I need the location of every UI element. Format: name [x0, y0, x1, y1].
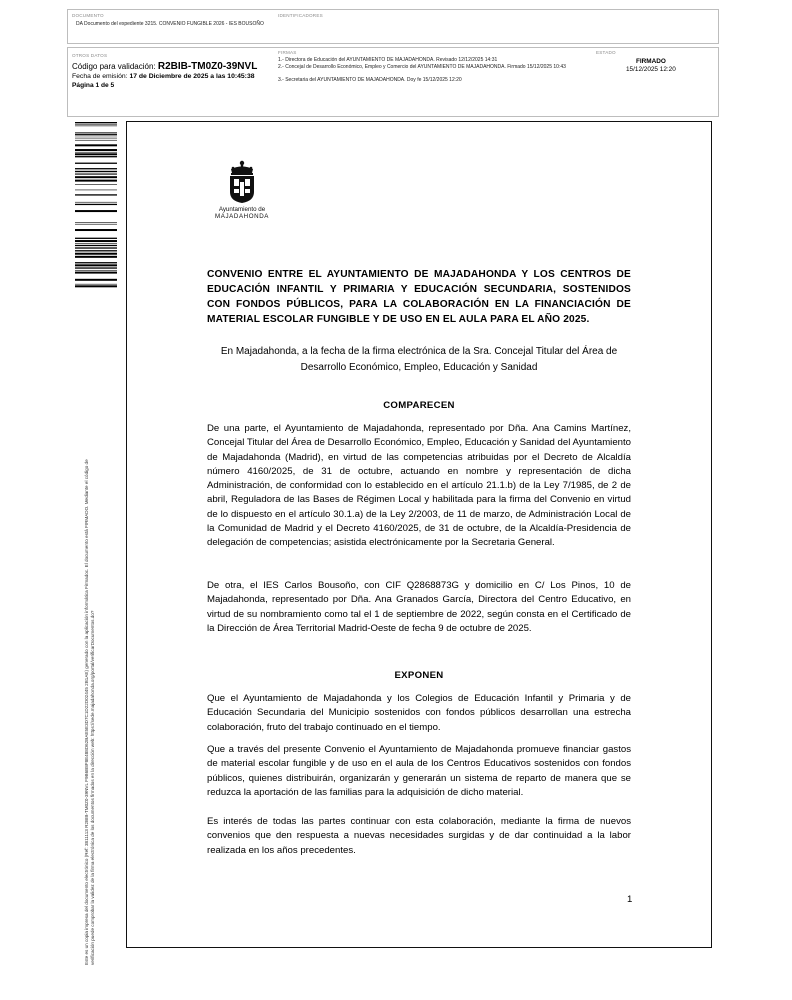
documento-label: DOCUMENTO [72, 13, 104, 18]
page-number: 1 [627, 894, 633, 905]
barcode-bar [75, 174, 117, 175]
barcode-bar [75, 126, 117, 127]
barcode-bar [75, 247, 117, 248]
validation-code: Código para validación: R2BIB-TM0Z0-39NVL [72, 61, 258, 72]
barcode-bar [75, 229, 117, 231]
exponen-paragraph-3: Es interés de todas las partes continuar con esta colaboración, mediante la firma de nuevos convenios que den respuesta a nuevas necesidades surgidas y de dar continuidad a la labor realizada en los años precedentes. [207, 816, 631, 856]
municipality-logo [207, 160, 277, 220]
barcode-bar [75, 140, 117, 141]
comparecen-heading: COMPARECEN [383, 400, 455, 411]
barcode-bar [75, 163, 117, 164]
barcode-bar [75, 138, 117, 139]
exponen-paragraph-1: Que el Ayuntamiento de Majadahonda y los Colegios de Educación Infantil y Primaria y de Educación Secundaria del Municipio sostenidos con fondos públicos desarrollan una estrecha colaboración, fruto del trabajo continuado en el tiempo. [207, 693, 631, 733]
barcode-bar [75, 253, 117, 255]
barcode-bar [75, 262, 117, 263]
barcode-bar [75, 190, 117, 191]
barcode-bar [75, 153, 117, 155]
exponen-heading: EXPONEN [394, 670, 444, 681]
barcode-bar [75, 264, 117, 266]
firmas-label: FIRMAS [278, 50, 297, 55]
barcode-bar [75, 194, 117, 195]
barcode-bar [75, 279, 117, 281]
validation-code-value: R2BIB-TM0Z0-39NVL [157, 61, 258, 72]
signature-3: 3.- Secretaria del AYUNTAMIENTO DE MAJADAHONDA. Doy fe 15/12/2025 12:20 [278, 77, 462, 83]
barcode-bar [75, 144, 117, 146]
document-page [126, 121, 712, 948]
barcode-bar [75, 136, 117, 137]
barcode-bar [75, 284, 117, 285]
verification-side-note [84, 305, 104, 965]
logo-line-2: MAJADAHONDA [214, 213, 270, 220]
estado-date: 15/12/2025 12:20 [626, 66, 676, 73]
barcode-bar [75, 240, 117, 242]
barcode-bar [75, 285, 117, 287]
barcode-bar [75, 176, 117, 178]
barcode-bar [75, 184, 117, 185]
side-note-line-1: Este es un copia impresa del documento electrónico (Ref: 3811113 R2BIB-TM0Z0-39NVL F9B6B8F8E488D62BAE5E3D7C1D22D02445 2B1AE) generado con la aplicación informática Firmadoc. El documento está FIRMADO. Mediante el código de [84, 459, 89, 965]
barcode-bar [75, 256, 117, 258]
barcode-bar [75, 180, 117, 182]
barcode-bar [75, 134, 117, 135]
signature-1: 1.- Directora de Educación del AYUNTAMIENTO DE MAJADAHONDA. Revisado 12/12/2025 14:31 [278, 57, 498, 63]
place-and-date: En Majadahonda, a la fecha de la firma electrónica de la Sra. Concejal Titular del Área de Desarrollo Económico, Empleo, Educación y Sanidad [220, 346, 618, 373]
barcode-bar [75, 204, 117, 205]
barcode-bar [75, 132, 117, 133]
barcode-bar [75, 173, 117, 174]
identificadores-label: IDENTIFICADORES [278, 13, 323, 18]
comparecen-paragraph-1: De una parte, el Ayuntamiento de Majadahonda, representado por Dña. Ana Camins Martínez, Concejal Titular del Área de Desarrollo Económico, Empleo, Educación y Sanidad del Ayuntamiento de Majadahonda (Madrid), en virtud de las competencias atribuidas por el Decreto de Alcaldía número 4160/2025, de 31 de octubre, actuando en nombre y representación de dicha Administración, de conformidad con lo establecido en el artículo 21.1.b) de la Ley 7/1985, de 2 de abril, Reguladora de las Bases de Régimen Local y habilitada para la firma del Convenio en virtud de lo dispuesto en el artículo 30.1.a) de la Ley 2/2003, de 11 de marzo, de Administración Local de la Comunidad de Madrid y el Decreto 4160/2025, de 31 de octubre, de la Alcaldía-Presidencia de delegación de competencias; asistida electrónicamente por la Secretaria General. [207, 423, 631, 549]
side-note-line-2: verificación puede comprobar la validez de la firma electrónica de los documentos firmados en la dirección web: https://sede.majadahonda.org/portal/verificarDocumentos.do? [90, 610, 95, 965]
barcode-bar [75, 210, 117, 212]
signature-2: 2.- Concejal de Desarrollo Económico, Empleo y Comercio del AYUNTAMIENTO DE MAJADAHONDA. Firmado 15/12/2025 10:43 [278, 64, 566, 70]
comparecen-paragraph-2: De otra, el IES Carlos Bousoño, con CIF Q2868873G y domicilio en C/ Los Pinos, 10 de Majadahonda, representado por Dña. Ana Granados García, Directora del Centro Educativo, en virtud de su nombramiento como tal el 1 de septiembre de 2022, según consta en el Certificado de la Dirección de Área Territorial Madrid-Oeste de fecha 9 de octubre de 2025. [207, 580, 631, 634]
crown-crest-icon [225, 160, 259, 204]
barcode-bar [75, 171, 117, 172]
barcode-bar [75, 267, 117, 268]
barcode-bar [75, 222, 117, 223]
barcode-bar [75, 122, 117, 123]
barcode-bar [75, 245, 117, 246]
barcode-bar [75, 270, 117, 271]
page-count: Página 1 de 5 [72, 82, 115, 89]
barcode-bar [75, 156, 117, 157]
emission-date: Fecha de emisión: 17 de Diciembre de 2025 a las 10:45:38 [72, 73, 255, 80]
logo-line-1: Ayuntamiento de [218, 206, 266, 213]
barcode-image [75, 122, 117, 290]
barcode-bar [75, 152, 117, 153]
exponen-paragraph-2: Que a través del presente Convenio el Ayuntamiento de Majadahonda promueve financiar gastos de material escolar fungible y de uso en el aula de los Centros Educativos sostenidos con fondos públicos, quienes distribuirán, organizarán y generarán un sistema de reparto de manera que se reduzca la aportación de las familias para la adquisición de dicho material. [207, 744, 631, 798]
barcode-bar [75, 250, 117, 251]
barcode-bar [75, 168, 117, 169]
barcode-bar [75, 243, 117, 244]
barcode-bar [75, 224, 117, 225]
barcode-bar [75, 238, 117, 239]
documento-value: DA Documento del expediente 3215. CONVENIO FUNGIBLE 2026 - IES BOUSOÑO [76, 21, 264, 27]
estado-value: FIRMADO [636, 58, 666, 65]
barcode-bar [75, 202, 117, 203]
document-title: CONVENIO ENTRE EL AYUNTAMIENTO DE MAJADAHONDA Y LOS CENTROS DE EDUCACIÓN INFANTIL Y PRIMARIA Y EDUCACIÓN SECUNDARIA, SOSTENIDOS CON FONDOS PÚBLICOS, PARA LA COLABORACIÓN EN LA FINANCIACIÓN DE MATERIAL ESCOLAR FUNGIBLE Y DE USO EN EL AULA PARA EL AÑO 2025. [207, 269, 631, 325]
barcode-bar [75, 272, 117, 274]
estado-label: ESTADO [596, 50, 616, 55]
barcode-bar [75, 149, 117, 151]
barcode-bar [75, 124, 117, 125]
otros-datos-label: OTROS DATOS [72, 53, 108, 58]
